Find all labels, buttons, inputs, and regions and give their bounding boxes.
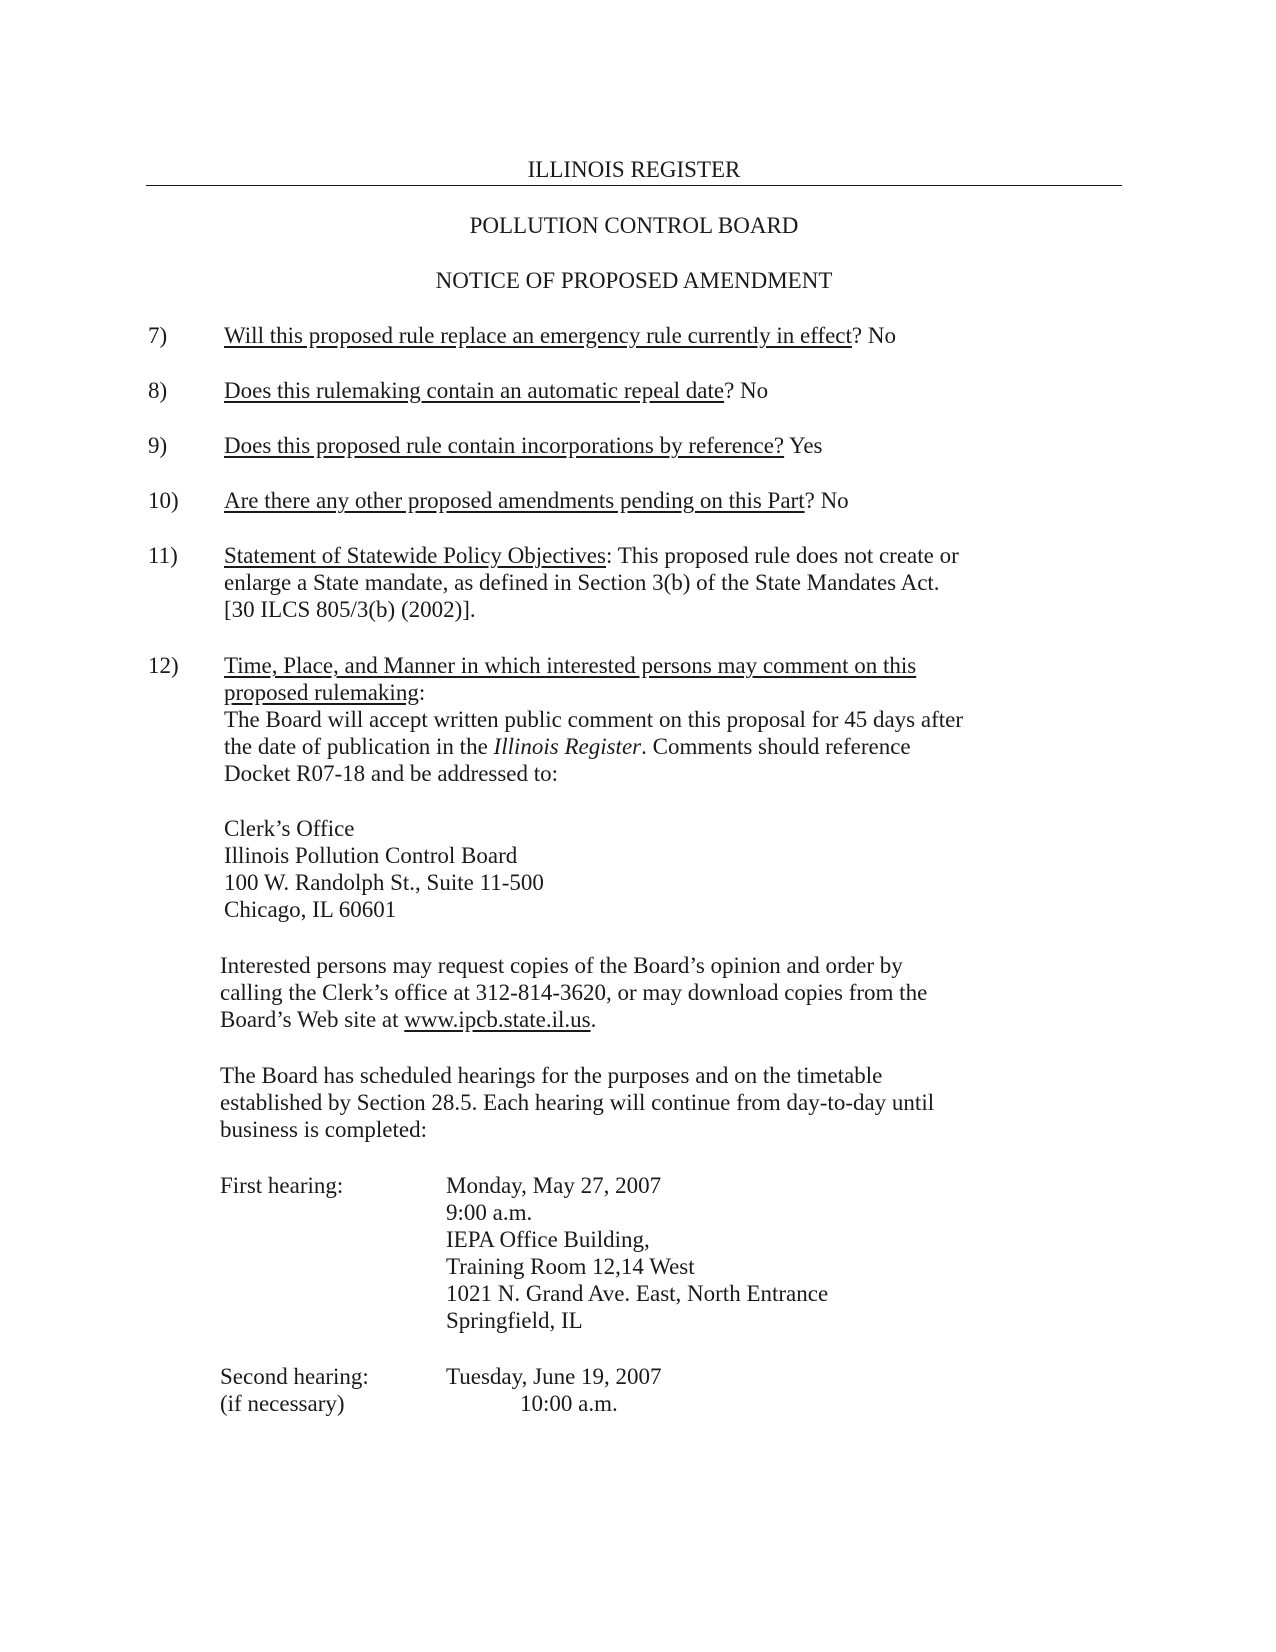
first-hearing-details <box>446 1172 1106 1334</box>
first-hearing-label: First hearing: <box>220 1173 344 1198</box>
hearing-location: IEPA Office Building, <box>446 1227 650 1252</box>
item-9 <box>224 432 1124 459</box>
paragraph-text: established by Section 28.5. Each hearing will continue from day-to-day until <box>220 1090 935 1115</box>
paragraph-text: the date of publication in the <box>224 734 494 759</box>
address-line: 100 W. Randolph St., Suite 11-500 <box>224 870 544 895</box>
address-line: Chicago, IL 60601 <box>224 897 397 922</box>
item-answer: ? No <box>851 323 896 348</box>
paragraph-text: Interested persons may request copies of the Board’s opinion and order by <box>220 953 903 978</box>
mailing-address <box>224 815 1124 923</box>
item-text: : This proposed rule does not create or <box>605 543 959 568</box>
hearing-date: Monday, May 27, 2007 <box>446 1173 662 1198</box>
item-number: 9) <box>148 433 168 458</box>
paragraph-text: The Board will accept written public comment on this proposal for 45 days after <box>224 707 963 732</box>
item-7 <box>224 322 1124 349</box>
item-heading-colon: : <box>418 680 426 705</box>
hearing-location: 1021 N. Grand Ave. East, North Entrance <box>446 1281 829 1306</box>
hearings-paragraph <box>220 1062 1120 1143</box>
agency-name: POLLUTION CONTROL BOARD <box>469 213 799 238</box>
item-answer: ? No <box>804 488 849 513</box>
address-line: Illinois Pollution Control Board <box>224 843 518 868</box>
item-8 <box>224 377 1124 404</box>
paragraph-text: The Board has scheduled hearings for the purposes and on the timetable <box>220 1063 883 1088</box>
publication-name: Illinois Register <box>493 734 642 759</box>
item-answer: Yes <box>784 433 823 458</box>
item-10 <box>224 487 1124 514</box>
item-question: Are there any other proposed amendments pending on this Part <box>224 488 805 513</box>
notice-title: NOTICE OF PROPOSED AMENDMENT <box>435 268 833 293</box>
hearing-sublabel: (if necessary) <box>220 1391 345 1416</box>
register-title: ILLINOIS REGISTER <box>527 157 741 182</box>
item-question: Will this proposed rule replace an emergency rule currently in effect <box>224 323 852 348</box>
website-link[interactable]: www.ipcb.state.il.us <box>404 1007 591 1032</box>
item-text: enlarge a State mandate, as defined in Section 3(b) of the State Mandates Act. <box>224 570 940 595</box>
item-question: Does this rulemaking contain an automatic repeal date <box>224 378 725 403</box>
item-number: 11) <box>148 543 178 568</box>
hearing-location: Training Room 12,14 West <box>446 1254 695 1279</box>
copies-paragraph <box>220 952 1120 1033</box>
hearing-location: Springfield, IL <box>446 1308 583 1333</box>
item-number: 8) <box>148 378 168 403</box>
item-heading: proposed rulemaking <box>224 680 419 705</box>
item-12 <box>224 652 1124 787</box>
hearing-date: Tuesday, June 19, 2007 <box>446 1364 662 1389</box>
second-hearing-details <box>446 1363 1106 1417</box>
item-heading: Statement of Statewide Policy Objectives <box>224 543 606 568</box>
item-number: 10) <box>148 488 179 513</box>
header-rule <box>146 185 1122 186</box>
paragraph-text: calling the Clerk’s office at 312-814-3620, or may download copies from the <box>220 980 928 1005</box>
hearing-label: Second hearing: <box>220 1364 369 1389</box>
second-hearing-label <box>220 1363 369 1417</box>
hearing-time: 10:00 a.m. <box>520 1391 618 1416</box>
hearing-time: 9:00 a.m. <box>446 1200 533 1225</box>
paragraph-text: . Comments should reference <box>641 734 911 759</box>
item-number: 7) <box>148 323 168 348</box>
paragraph-text: . <box>590 1007 597 1032</box>
item-answer: ? No <box>724 378 769 403</box>
item-number: 12) <box>148 653 179 678</box>
address-line: Clerk’s Office <box>224 816 355 841</box>
item-question: Does this proposed rule contain incorporations by reference? <box>224 433 785 458</box>
item-heading: Time, Place, and Manner in which interested persons may comment on this <box>224 653 917 678</box>
paragraph-text: Board’s Web site at <box>220 1007 405 1032</box>
item-text: [30 ILCS 805/3(b) (2002)]. <box>224 597 476 622</box>
paragraph-text: business is completed: <box>220 1117 427 1142</box>
paragraph-text: Docket R07-18 and be addressed to: <box>224 761 559 786</box>
item-11 <box>224 542 1124 623</box>
